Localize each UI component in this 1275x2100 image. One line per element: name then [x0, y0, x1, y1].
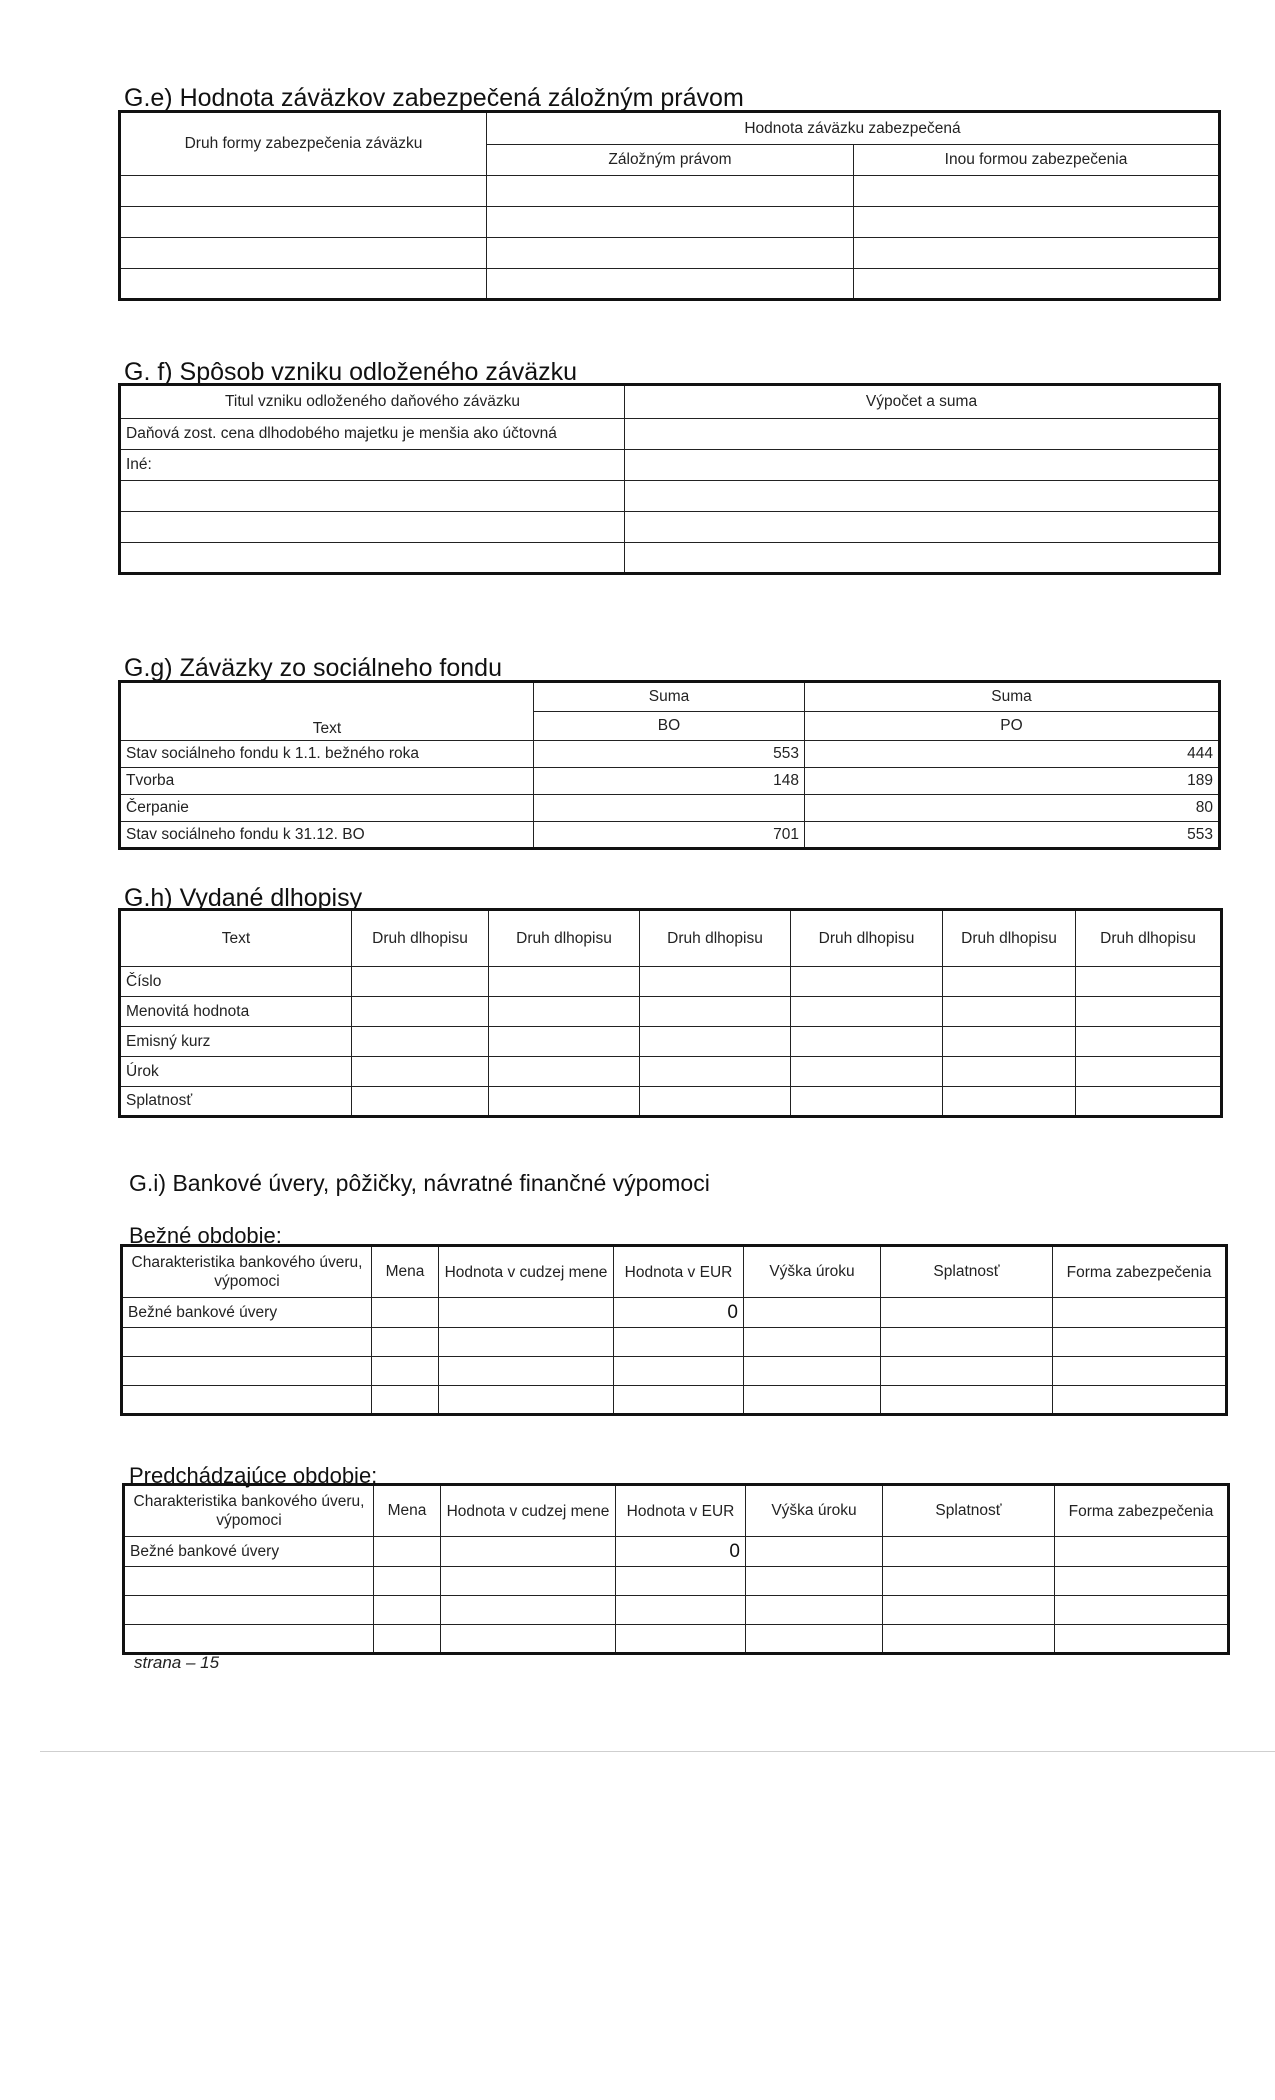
page-edge-divider	[40, 1751, 1275, 1752]
gg-col-text: Text	[120, 682, 534, 741]
gi-current-label: Bežné obdobie:	[129, 1223, 282, 1248]
gi-row-label: Bežné bankové úvery	[122, 1298, 372, 1328]
gg-row-bo: 701	[534, 822, 805, 849]
gg-row-po: 553	[805, 822, 1220, 849]
gi-title: G.i) Bankové úvery, pôžičky, návratné finančné výpomoci	[129, 1170, 710, 1196]
gi-col-currency: Mena	[374, 1485, 441, 1537]
ge-col-other: Inou formou zabezpečenia	[854, 145, 1220, 176]
gf-col-title: Titul vzniku odloženého daňového záväzku	[120, 385, 625, 419]
table-row	[120, 238, 1220, 269]
table-row	[124, 1567, 1229, 1596]
table-row	[120, 481, 1220, 512]
gi-col-currency: Mena	[372, 1246, 439, 1298]
gg-col-sum-po: Suma	[805, 682, 1220, 712]
ge-col-type: Druh formy zabezpečenia záväzku	[120, 112, 487, 176]
gg-row-label: Stav sociálneho fondu k 31.12. BO	[120, 822, 534, 849]
gi-col-eur: Hodnota v EUR	[616, 1485, 746, 1537]
gi-col-char: Charakteristika bankového úveru, výpomoci	[122, 1246, 372, 1298]
table-row	[120, 768, 1220, 795]
table-row	[120, 741, 1220, 768]
table-row	[120, 967, 1222, 997]
table-row	[124, 1625, 1229, 1654]
gi-col-foreign: Hodnota v cudzej mene	[441, 1485, 616, 1537]
table-row	[120, 176, 1220, 207]
gi-col-maturity: Splatnosť	[883, 1485, 1055, 1537]
table-row	[120, 795, 1220, 822]
ge-title: G.e) Hodnota záväzkov zabezpečená záložným právom	[124, 84, 744, 112]
table-row	[122, 1357, 1227, 1386]
gh-row-label: Splatnosť	[120, 1087, 352, 1117]
gh-col-bond: Druh dlhopisu	[352, 910, 489, 967]
gh-col-bond: Druh dlhopisu	[489, 910, 640, 967]
gf-title: G. f) Spôsob vzniku odloženého záväzku	[124, 358, 578, 386]
gg-row-label: Čerpanie	[120, 795, 534, 822]
gi-row-label: Bežné bankové úvery	[124, 1537, 374, 1567]
table-row	[122, 1328, 1227, 1357]
gi-previous-label: Predchádzajúce obdobie:	[129, 1463, 378, 1488]
gh-row-label: Emisný kurz	[120, 1027, 352, 1057]
ge-col-group: Hodnota záväzku zabezpečená	[487, 112, 1220, 145]
gh-table	[118, 908, 1223, 1118]
table-row	[124, 1537, 1229, 1567]
table-row	[120, 419, 1220, 450]
gg-col-po: PO	[805, 712, 1220, 741]
gi-row-eur: 0	[614, 1298, 744, 1328]
gf-row-label: Daňová zost. cena dlhodobého majetku je menšia ako účtovná	[120, 419, 625, 450]
gh-col-bond: Druh dlhopisu	[791, 910, 943, 967]
gg-row-label: Stav sociálneho fondu k 1.1. bežného roka	[120, 741, 534, 768]
table-row	[122, 1298, 1227, 1328]
table-row	[120, 1057, 1222, 1087]
table-row	[120, 450, 1220, 481]
table-row	[124, 1596, 1229, 1625]
gh-title: G.h) Vydané dlhopisy	[124, 884, 363, 912]
ge-table	[118, 110, 1221, 301]
gh-row-label: Úrok	[120, 1057, 352, 1087]
table-row	[120, 512, 1220, 543]
gi-previous-table	[122, 1483, 1230, 1655]
gh-col-text: Text	[120, 910, 352, 967]
gf-row-label: Iné:	[120, 450, 625, 481]
table-row	[120, 1027, 1222, 1057]
gh-col-bond: Druh dlhopisu	[1076, 910, 1222, 967]
table-row	[120, 822, 1220, 849]
page-number: strana – 15	[134, 1653, 220, 1672]
gg-col-sum-bo: Suma	[534, 682, 805, 712]
gg-row-po: 80	[805, 795, 1220, 822]
gi-col-foreign: Hodnota v cudzej mene	[439, 1246, 614, 1298]
table-row	[120, 207, 1220, 238]
gi-current-table	[120, 1244, 1228, 1416]
gh-row-label: Menovitá hodnota	[120, 997, 352, 1027]
gh-col-bond: Druh dlhopisu	[943, 910, 1076, 967]
gf-table	[118, 383, 1221, 575]
table-row	[120, 1087, 1222, 1117]
table-row	[120, 269, 1220, 300]
gi-col-rate: Výška úroku	[744, 1246, 881, 1298]
gg-row-po: 189	[805, 768, 1220, 795]
gh-col-bond: Druh dlhopisu	[640, 910, 791, 967]
gg-row-po: 444	[805, 741, 1220, 768]
gi-col-form: Forma zabezpečenia	[1053, 1246, 1227, 1298]
gg-table	[118, 680, 1221, 850]
table-row	[120, 997, 1222, 1027]
gi-col-form: Forma zabezpečenia	[1055, 1485, 1229, 1537]
gg-row-bo	[534, 795, 805, 822]
gg-row-bo: 553	[534, 741, 805, 768]
gf-col-calc: Výpočet a suma	[625, 385, 1220, 419]
gh-row-label: Číslo	[120, 967, 352, 997]
gi-col-maturity: Splatnosť	[881, 1246, 1053, 1298]
table-row	[122, 1386, 1227, 1415]
gi-col-eur: Hodnota v EUR	[614, 1246, 744, 1298]
gi-col-rate: Výška úroku	[746, 1485, 883, 1537]
gi-col-char: Charakteristika bankového úveru, výpomoci	[124, 1485, 374, 1537]
gi-row-eur: 0	[616, 1537, 746, 1567]
gg-col-bo: BO	[534, 712, 805, 741]
gg-row-bo: 148	[534, 768, 805, 795]
gg-row-label: Tvorba	[120, 768, 534, 795]
gg-title: G.g) Záväzky zo sociálneho fondu	[124, 654, 502, 682]
table-row	[120, 543, 1220, 574]
ge-col-lien: Záložným právom	[487, 145, 854, 176]
